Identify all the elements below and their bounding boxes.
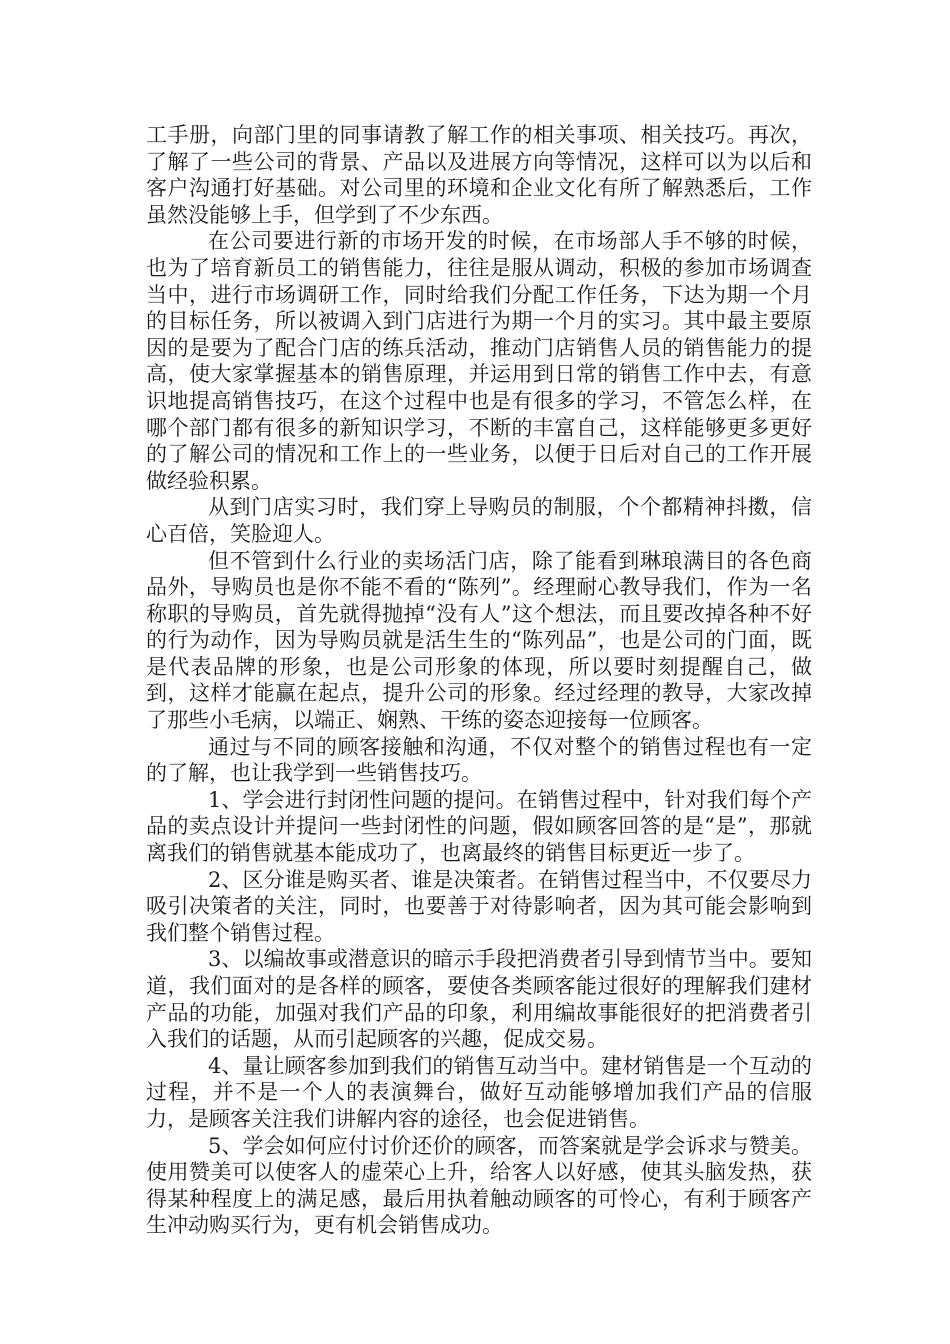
list-item-closed-questions: 1、学会进行封闭性问题的提问。在销售过程中，针对我们每个产品的卖点设计并提问一些封闭性的问题，假如顾客回答的是“是”，那就离我们的销售就基本能成功了，也离最终的销售目标更近一步了。 — [146, 787, 812, 866]
list-item-storytelling: 3、以编故事或潜意识的暗示手段把消费者引导到情节当中。要知道，我们面对的是各样的顾客，要使各类顾客能过很好的理解我们建材产品的功能，加强对我们产品的印象，利用编故事能很好的把消费者引入我们的话题，从而引起顾客的兴趣，促成交易。 — [146, 947, 812, 1052]
paragraph-store-internship: 从到门店实习时，我们穿上导购员的制服，个个都精神抖擞，信心百倍，笑脸迎人。 — [146, 495, 812, 546]
document-page — [146, 122, 812, 1239]
paragraph-intro-continued: 工手册，向部门里的同事请教了解工作的相关事项、相关技巧。再次，了解了一些公司的背景、产品以及进展方向等情况，这样可以为以后和客户沟通打好基础。对公司里的环境和企业文化有所了解熟悉后，工作虽然没能够上手，但学到了不少东西。 — [146, 123, 812, 227]
list-item-buyer-decision-maker: 2、区分谁是购买者、谁是决策者。在销售过程当中，不仅要尽力吸引决策者的关注，同时，也要善于对待影响者，因为其可能会影响到我们整个销售过程。 — [146, 867, 812, 945]
paragraph-market-development: 在公司要进行新的市场开发的时候，在市场部人手不够的时候，也为了培育新员工的销售能力，往往是服从调动，积极的参加市场调查当中，进行市场调研工作，同时给我们分配工作任务，下达为期一个月的目标任务，所以被调入到门店进行为期一个月的实习。其中最主要原因的是要为了配合门店的练兵活动，推动门店销售人员的销售能力的提高，使大家掌握基本的销售原理，并运用到日常的销售工作中去，有意识地提高销售技巧，在这个过程中也是有很多的学习，不管怎么样，在哪个部门都有很多的新知识学习，不断的丰富自己，这样能够更多更好的了解公司的情况和工作上的一些业务，以便于日后对自己的工作开展做经验积累。 — [146, 229, 812, 493]
paragraph-sales-skills-intro: 通过与不同的顾客接触和沟通，不仅对整个的销售过程也有一定的了解，也让我学到一些销售技巧。 — [146, 734, 812, 786]
list-item-bargaining-praise: 5、学会如何应付讨价还价的顾客，而答案就是学会诉求与赞美。使用赞美可以使客人的虚荣心上升，给客人以好感，使其头脑发热，获得某种程度上的满足感，最后用执着触动顾客的可怜心，有利于顾客产生冲动购买行为，更有机会销售成功。 — [146, 1133, 812, 1238]
paragraph-shopping-guide-display: 但不管到什么行业的卖场活门店，除了能看到琳琅满目的各色商品外，导购员也是你不能不看的“陈列”。经理耐心教导我们，作为一名称职的导购员，首先就得抛掉“没有人”这个想法，而且要改掉各种不好的行为动作，因为导购员就是活生生的“陈列品”，也是公司的门面，既是代表品牌的形象，也是公司形象的体现，所以要时刻提醒自己，做到，这样才能赢在起点，提升公司的形象。经过经理的教导，大家改掉了那些小毛病，以端正、娴熟、干练的姿态迎接每一位顾客。 — [146, 548, 812, 733]
list-item-customer-interaction: 4、量让顾客参加到我们的销售互动当中。建材销售是一个互动的过程，并不是一个人的表演舞台，做好互动能够增加我们产品的信服力，是顾客关注我们讲解内容的途径，也会促进销售。 — [146, 1053, 812, 1131]
